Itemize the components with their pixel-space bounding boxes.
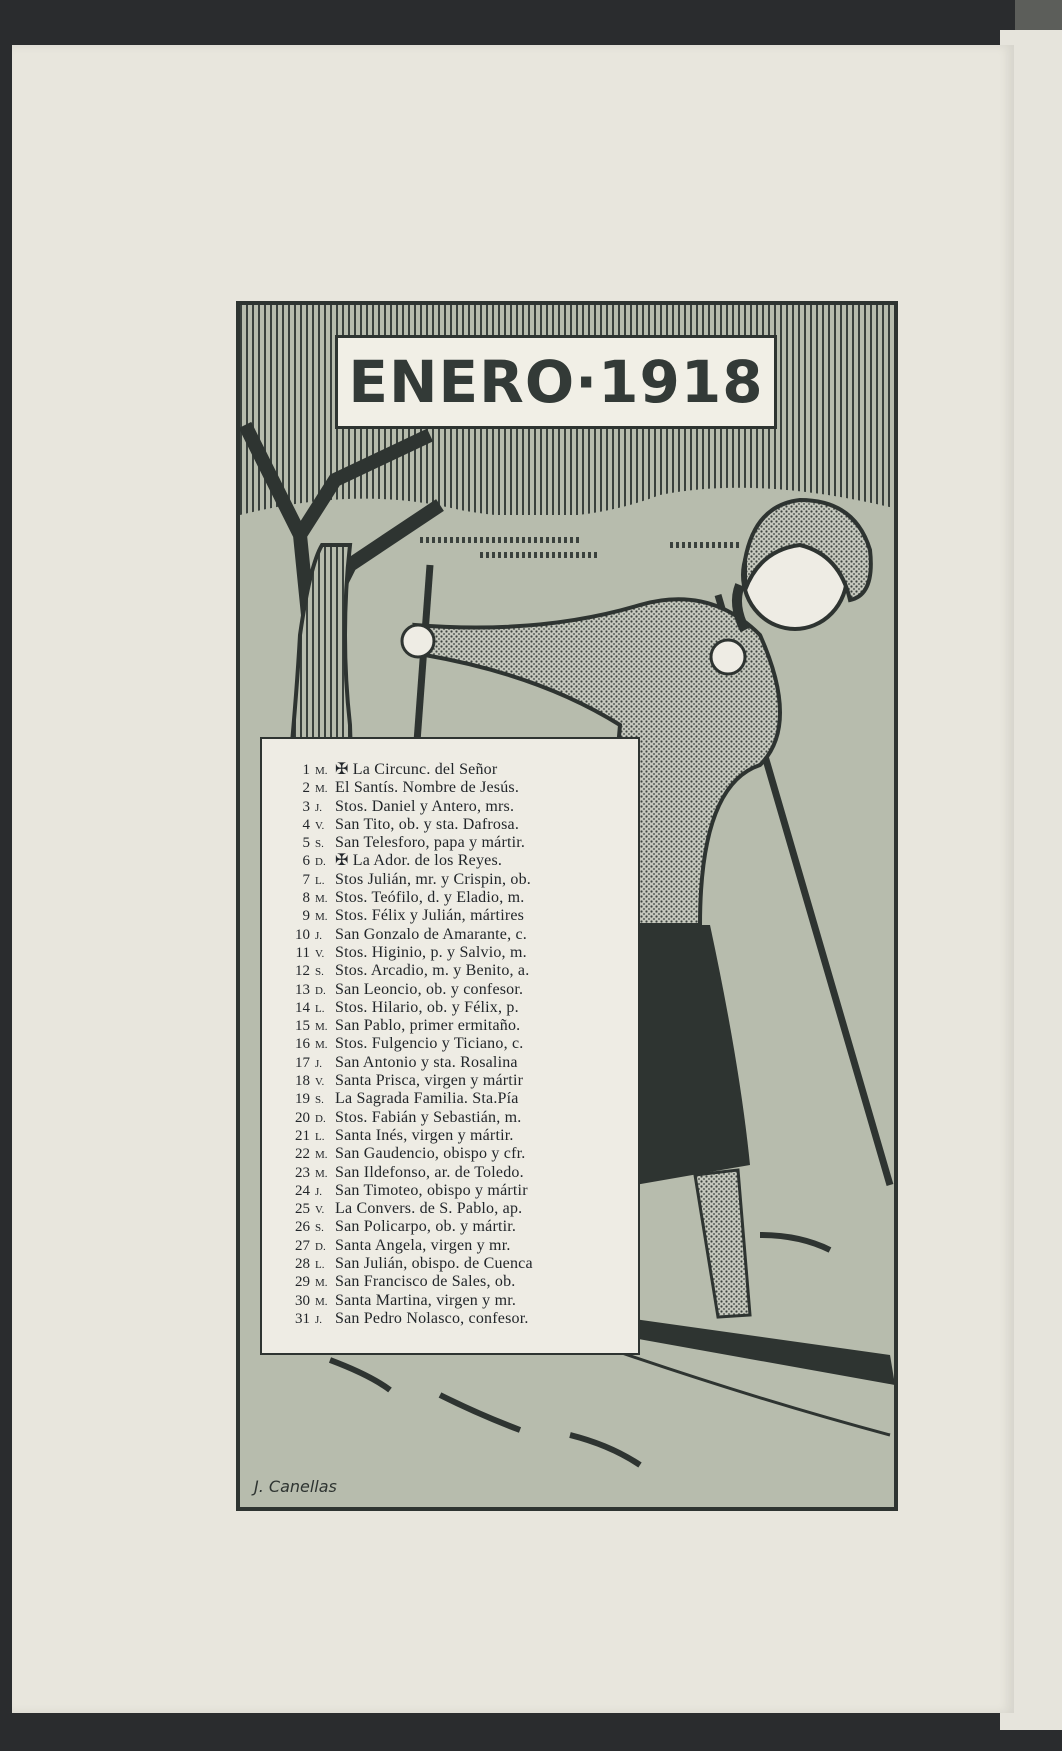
calendar-entry: San Gaudencio, obispo y cfr. [335, 1145, 526, 1163]
calendar-weekday: S. [315, 966, 324, 979]
calendar-weekday: M. [315, 1149, 328, 1162]
leg [695, 1170, 750, 1317]
calendar-weekday: S. [315, 1222, 324, 1235]
calendar-weekday: M. [315, 1039, 328, 1052]
calendar-row [278, 852, 624, 870]
calendar-list [260, 737, 640, 1355]
calendar-weekday: M. [315, 765, 328, 777]
calendar-weekday: J. [315, 929, 323, 942]
calendar-entry: San Ildefonso, ar. de Toledo. [335, 1163, 524, 1181]
calendar-row [278, 779, 624, 797]
calendar-entry: Santa Angela, virgen y mr. [335, 1236, 511, 1254]
calendar-row [278, 1017, 624, 1035]
calendar-weekday: M. [315, 1021, 328, 1034]
calendar-weekday: M. [315, 911, 328, 924]
calendar-row [278, 1090, 624, 1108]
calendar-day-number: 20 [295, 1109, 310, 1126]
calendar-row [278, 1054, 624, 1072]
calendar-weekday: D. [315, 1240, 326, 1253]
left-hand [402, 625, 434, 657]
calendar-weekday: V. [315, 819, 325, 832]
calendar-entry: Stos. Teófilo, d. y Eladio, m. [335, 889, 525, 907]
calendar-day-number: 15 [295, 1018, 310, 1035]
calendar-day-number: 13 [295, 981, 310, 998]
calendar-row [278, 798, 624, 816]
calendar-row [278, 1035, 624, 1053]
calendar-entry: San Francisco de Sales, ob. [335, 1273, 516, 1291]
calendar-entry: San Pablo, primer ermitaño. [335, 1017, 521, 1035]
artist-signature: J. Canellas [254, 1477, 337, 1496]
calendar-day-number: 29 [295, 1274, 310, 1291]
calendar-day-number: 19 [295, 1091, 310, 1108]
calendar-day-number: 26 [295, 1219, 310, 1236]
calendar-entry: San Julián, obispo. de Cuenca [335, 1255, 533, 1273]
calendar-weekday: L. [315, 1130, 325, 1143]
title-banner [335, 335, 777, 429]
book-page [12, 45, 1014, 1713]
calendar-row [278, 816, 624, 834]
calendar-entry: Santa Martina, virgen y mr. [335, 1291, 517, 1309]
calendar-entry: La Convers. de S. Pablo, ap. [335, 1200, 523, 1218]
calendar-entry: San Pedro Nolasco, confesor. [335, 1309, 529, 1327]
calendar-entry: El Santís. Nombre de Jesús. [335, 779, 520, 797]
calendar-row [278, 926, 624, 944]
calendar-day-number: 7 [302, 871, 310, 888]
calendar-weekday: L. [315, 874, 325, 887]
calendar-plate [236, 301, 898, 1511]
calendar-row [278, 944, 624, 962]
calendar-entry: Stos. Daniel y Antero, mrs. [335, 797, 515, 815]
calendar-row [278, 889, 624, 907]
calendar-row [278, 1273, 624, 1291]
calendar-entry: San Leoncio, ob. y confesor. [335, 980, 524, 998]
calendar-entry: ✠ La Ador. de los Reyes. [335, 852, 503, 870]
calendar-row [278, 1127, 624, 1145]
calendar-weekday: S. [315, 838, 324, 851]
calendar-entry: San Telesforo, papa y mártir. [335, 834, 526, 852]
calendar-row [278, 871, 624, 889]
right-hand [711, 640, 745, 674]
calendar-weekday: D. [315, 1112, 326, 1125]
calendar-row [278, 1145, 624, 1163]
calendar-day-number: 9 [302, 908, 310, 925]
skirt [622, 925, 750, 1185]
calendar-day-number: 11 [295, 944, 310, 961]
calendar-row [278, 1200, 624, 1218]
calendar-weekday: V. [315, 1076, 325, 1089]
calendar-weekday: V. [315, 1204, 325, 1217]
calendar-day-number: 4 [302, 816, 310, 833]
calendar-day-number: 31 [295, 1310, 310, 1327]
calendar-entry: San Gonzalo de Amarante, c. [335, 925, 528, 943]
calendar-day-number: 3 [302, 798, 310, 815]
calendar-entry: Stos. Fabián y Sebastián, m. [335, 1108, 522, 1126]
calendar-weekday: L. [315, 1259, 325, 1272]
calendar-weekday: M. [315, 1167, 328, 1180]
calendar-row [278, 962, 624, 980]
calendar-entry: ✠ La Circunc. del Señor [335, 761, 498, 778]
calendar-weekday: J. [315, 801, 323, 814]
calendar-entry: San Antonio y sta. Rosalina [335, 1053, 518, 1071]
calendar-entry: San Policarpo, ob. y mártir. [335, 1218, 517, 1236]
calendar-day-number: 8 [302, 890, 310, 907]
calendar-weekday: J. [315, 1057, 323, 1070]
page-title: ENERO·1918 [348, 348, 764, 416]
calendar-day-number: 16 [295, 1036, 310, 1053]
calendar-day-number: 28 [295, 1256, 310, 1273]
calendar-weekday: L. [315, 1002, 325, 1015]
calendar-entry: Santa Inés, virgen y mártir. [335, 1126, 514, 1144]
calendar-day-number: 23 [295, 1164, 310, 1181]
calendar-row [278, 1072, 624, 1090]
calendar-row [278, 999, 624, 1017]
calendar-day-number: 14 [295, 999, 310, 1016]
calendar-weekday: S. [315, 1094, 324, 1107]
calendar-entry: La Sagrada Familia. Sta.Pía [335, 1090, 519, 1108]
calendar-day-number: 18 [295, 1073, 310, 1090]
calendar-row [278, 1292, 624, 1310]
calendar-weekday: M. [315, 1277, 328, 1290]
calendar-day-number: 10 [295, 926, 310, 943]
calendar-row [278, 1164, 624, 1182]
calendar-entry: Stos. Félix y Julián, mártires [335, 907, 525, 925]
calendar-weekday: D. [315, 856, 326, 869]
calendar-day-number: 2 [302, 780, 310, 797]
calendar-weekday: M. [315, 1295, 328, 1308]
calendar-entry: Stos Julián, mr. y Crispin, ob. [335, 870, 531, 888]
calendar-weekday: V. [315, 947, 325, 960]
calendar-row [278, 1310, 624, 1328]
calendar-day-number: 5 [302, 835, 310, 852]
calendar-row [278, 834, 624, 852]
calendar-row [278, 761, 624, 779]
calendar-day-number: 22 [295, 1146, 310, 1163]
calendar-weekday: M. [315, 783, 328, 796]
calendar-entry: Stos. Fulgencio y Ticiano, c. [335, 1035, 524, 1053]
calendar-entry: Santa Prisca, virgen y mártir [335, 1072, 524, 1090]
calendar-day-number: 21 [295, 1127, 310, 1144]
calendar-entry: Stos. Higinio, p. y Salvio, m. [335, 943, 527, 961]
calendar-day-number: 17 [295, 1054, 310, 1071]
calendar-weekday: J. [315, 1313, 323, 1326]
calendar-day-number: 27 [295, 1237, 310, 1254]
calendar-weekday: J. [315, 1185, 323, 1198]
calendar-day-number: 1 [302, 762, 310, 778]
calendar-day-number: 12 [295, 963, 310, 980]
calendar-day-number: 25 [295, 1201, 310, 1218]
calendar-entry: Stos. Arcadio, m. y Benito, a. [335, 962, 530, 980]
calendar-row [278, 981, 624, 999]
calendar-row [278, 1182, 624, 1200]
calendar-row [278, 1255, 624, 1273]
calendar-row [278, 1237, 624, 1255]
calendar-row [278, 1109, 624, 1127]
calendar-row [278, 1218, 624, 1236]
calendar-weekday: M. [315, 893, 328, 906]
calendar-entry: San Tito, ob. y sta. Dafrosa. [335, 815, 520, 833]
calendar-row [278, 907, 624, 925]
calendar-day-number: 30 [295, 1292, 310, 1309]
calendar-entry: Stos. Hilario, ob. y Félix, p. [335, 998, 519, 1016]
calendar-weekday: D. [315, 984, 326, 997]
calendar-entry: San Timoteo, obispo y mártir [335, 1181, 528, 1199]
calendar-day-number: 24 [295, 1182, 310, 1199]
calendar-day-number: 6 [302, 853, 310, 870]
